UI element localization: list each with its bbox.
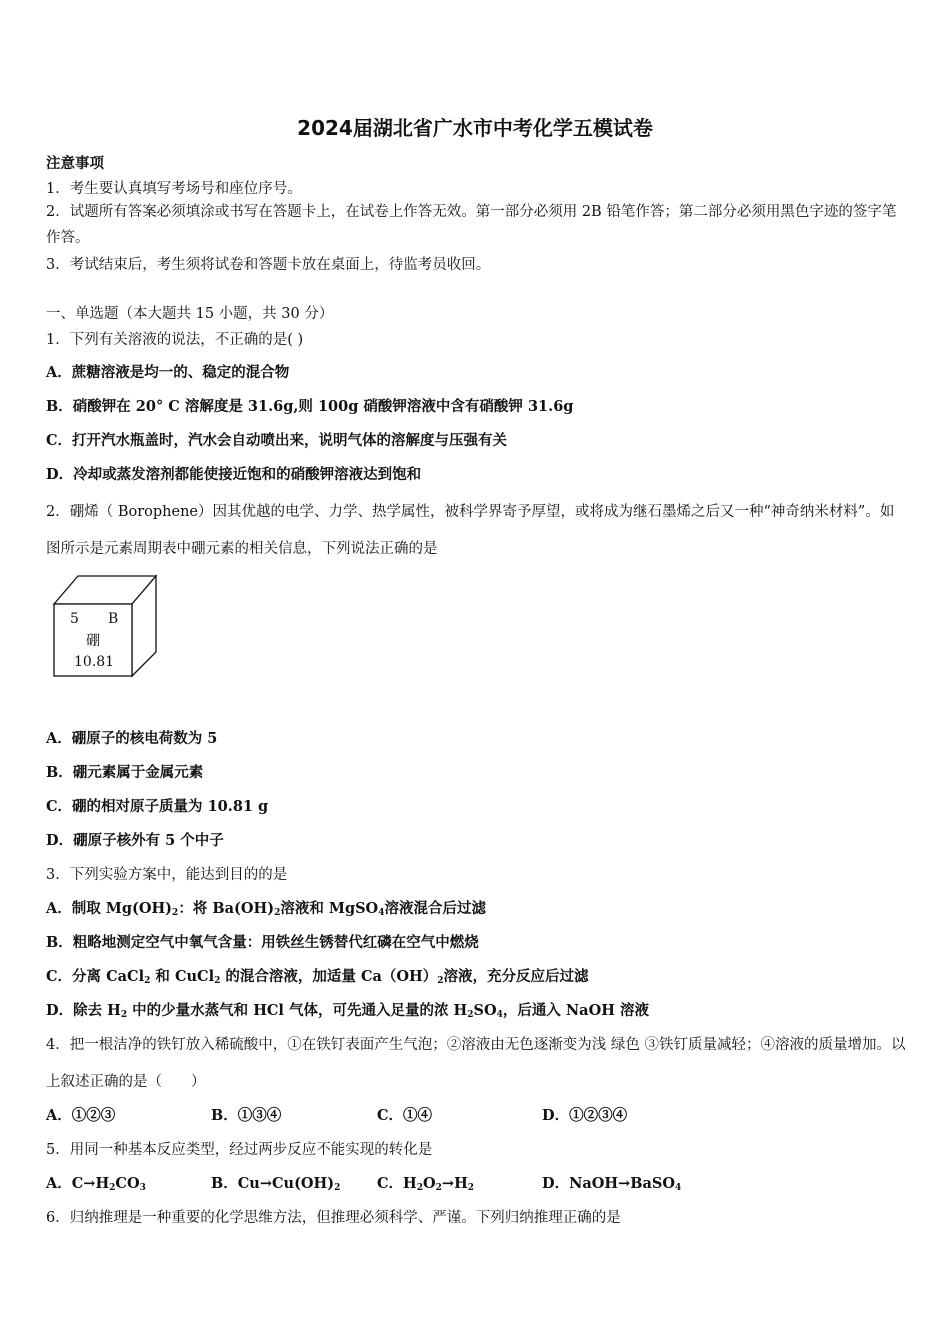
option-a: A．$C\to H_2CO_3$ [46,1175,146,1193]
periodic-element-box [50,572,160,680]
option-d: D．除去 $H_2$ 中的少量水蒸气和 HCl 气体，可先通入足量的浓 $H_2SO_4$，后通入 NaOH 溶液 [46,1002,649,1020]
notice-item: 1．考生要认真填写考场号和座位序号。 [46,181,302,197]
options-row [46,1172,906,1196]
option-b: B．硝酸钾在 20° C 溶解度是 31.6g,则 100g 硝酸钾溶液中含有硝酸钾 31.6g [46,398,574,415]
option-b: B．硼元素属于金属元素 [46,764,204,781]
page-title: 2024届湖北省广水市中考化学五模试卷 [297,116,653,140]
option-d: D．硼原子核外有 5 个中子 [46,832,224,849]
option-b: B．粗略地测定空气中氧气含量：用铁丝生锈替代红磷在空气中燃烧 [46,934,479,951]
option-b: B．$Cu\to Cu(OH)_2$ [211,1175,341,1193]
option-c: C．打开汽水瓶盖时，汽水会自动喷出来，说明气体的溶解度与压强有关 [46,432,508,449]
option-a: A．蔗糖溶液是均一的、稳定的混合物 [46,364,290,381]
options-row [46,1104,906,1128]
question-stem: 4．把一根洁净的铁钉放入稀硫酸中，①在铁钉表面产生气泡；②溶液由无色逐渐变为浅 绿色 ③铁钉质量减轻；④溶液的质量增加。以上叙述正确的是（ ） [46,1037,906,1090]
option-d: D．①②③④ [542,1107,628,1124]
option-a: A．制取 $Mg(OH)_2$：将 $Ba(OH)_2$溶液和 MgSO$_4$溶液混合后过滤 [46,900,486,918]
option-d: D．冷却或蒸发溶剂都能使接近饱和的硝酸钾溶液达到饱和 [46,466,422,483]
notice-item: 2．试题所有答案必须填涂或书写在答题卡上，在试卷上作答无效。第一部分必须用 2B 铅笔作答；第二部分必须用黑色字迹的签字笔作答。 [46,204,897,246]
option-a: A．①②③ [46,1107,116,1124]
atomic-mass: 10.81 [74,654,115,670]
atomic-number: 5 [70,611,79,627]
option-b: B．①③④ [211,1107,282,1124]
question-stem: 5．用同一种基本反应类型，经过两步反应不能实现的转化是 [46,1142,433,1158]
question-stem: 2．硼烯（ Borophene）因其优越的电学、力学、热学属性，被科学界寄予厚望，或将成为继石墨烯之后又一种“神奇纳米材料”。如图所示是元素周期表中硼元素的相关信息，下列说法正确的是 [46,504,895,557]
option-c: C．硼的相对原子质量为 10.81 g [46,798,269,815]
option-c: C．①④ [377,1107,433,1124]
option-c: C．分离 CaCl$_2$ 和 CuCl$_2$ 的混合溶液，加适量 $Ca(OH)_2$溶液，充分反应后过滤 [46,968,589,986]
section-heading: 一、单选题（本大题共 15 小题，共 30 分） [46,306,334,322]
notice-heading: 注意事项 [46,155,104,172]
question-stem: 1．下列有关溶液的说法，不正确的是( ) [46,332,304,348]
option-d: D．NaOH→BaSO$_4$ [542,1175,682,1193]
notice-item: 3．考试结束后，考生须将试卷和答题卡放在桌面上，待监考员收回。 [46,257,491,273]
element-name: 硼 [86,633,100,649]
question-stem: 6．归纳推理是一种重要的化学思维方法，但推理必须科学、严谨。下列归纳推理正确的是 [46,1210,621,1226]
question-stem: 3．下列实验方案中，能达到目的的是 [46,867,288,883]
option-a: A．硼原子的核电荷数为 5 [46,730,218,747]
option-c: C．$H_2O_2\to H_2$ [377,1175,475,1193]
element-symbol: B [108,611,119,627]
